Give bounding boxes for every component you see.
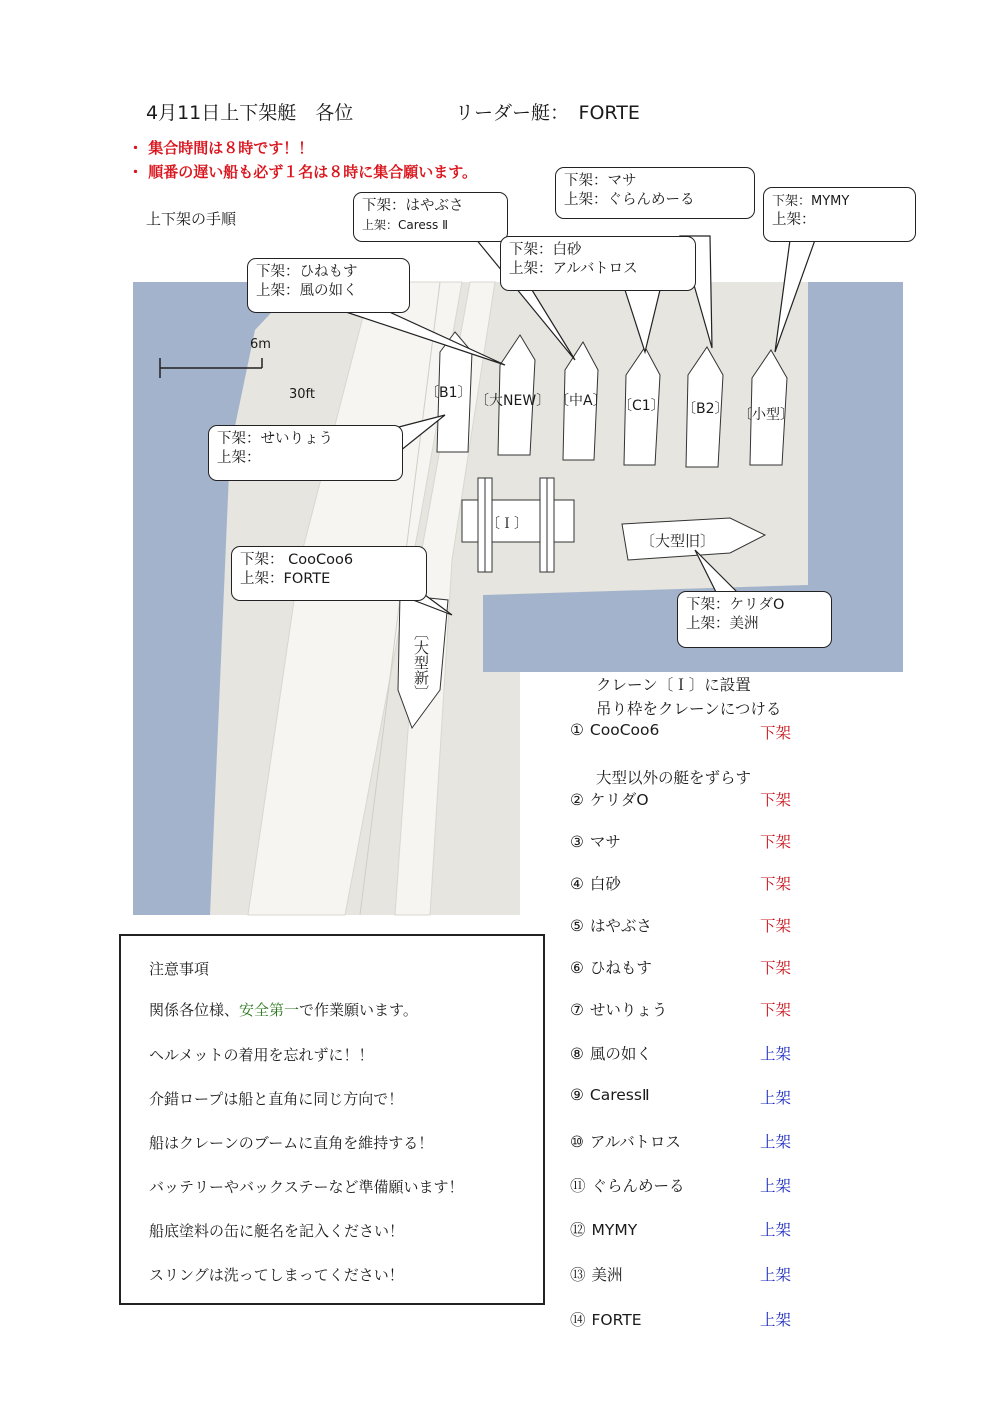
boat-label-new: 〔大NEW〕: [475, 393, 551, 409]
crane-label: 〔Ｉ〕: [486, 516, 528, 532]
step-boat-name: マサ: [589, 833, 621, 851]
step-action: 下架: [760, 959, 792, 977]
callout-b2-down: 下架：マサ: [564, 173, 637, 189]
step-action: 下架: [760, 1001, 792, 1019]
callout-big-old: [677, 591, 832, 648]
note-safety: [149, 999, 418, 1020]
note-safety-pre: 関係各位様、: [149, 1001, 240, 1019]
callout-b1-up: 上架：: [217, 450, 261, 466]
step-boat-name: 美洲: [591, 1266, 623, 1284]
notice-assembly-time: ・ 集合時間は８時です！！: [128, 139, 314, 157]
crane-step-row: [570, 872, 792, 894]
callout-bigold-up: 上架：美洲: [686, 616, 759, 632]
callout-new-up: 上架：風の如く: [256, 283, 358, 299]
boat-label-b1: 〔B1〕: [425, 385, 472, 401]
callout-b1-down: 下架：せいりょう: [217, 431, 333, 447]
step-action: 上架: [760, 1221, 792, 1239]
notes-title: 注意事項: [149, 960, 210, 978]
notes-box: [119, 934, 545, 1305]
step-action: 下架: [760, 833, 792, 851]
step-action: 上架: [760, 1045, 792, 1063]
step-boat-name: 風の如く: [589, 1045, 652, 1063]
callout-mid: [353, 192, 508, 242]
note-battery: バッテリーやバックステーなど準備願います！: [149, 1178, 464, 1196]
step-number: ②: [570, 791, 584, 809]
callout-small: [763, 187, 916, 242]
step-number: ⑦: [570, 1001, 584, 1019]
crane-step-row: [570, 1308, 792, 1330]
scale-label-ft: 30ft: [289, 387, 315, 402]
callout-mid-down: 下架：はやぶさ: [362, 198, 464, 214]
leader-label: リーダー艇：: [455, 102, 560, 124]
step-number: ④: [570, 875, 584, 893]
note-rope: 介錯ロープは船と直角に同じ方向で！: [149, 1090, 404, 1108]
crane-step-row: [570, 1086, 792, 1107]
boat-label-b2: 〔B2〕: [682, 401, 729, 417]
procedure-title: 上下架の手順: [146, 210, 237, 228]
step-boat-name: ひねもす: [589, 959, 652, 977]
note-safety-emphasis: 安全第一: [239, 1001, 300, 1019]
step-action: 下架: [760, 724, 792, 742]
callout-bignew-up: 上架：FORTE: [240, 571, 331, 587]
callout-mid-up: 上架：Caress Ⅱ: [362, 218, 449, 232]
callout-new-down: 下架：ひねもす: [256, 264, 358, 280]
page-title: 4月11日上下架艇 各位: [146, 102, 354, 124]
step-boat-name: せいりょう: [589, 1001, 668, 1019]
step-number: ⑬: [570, 1266, 586, 1284]
note-boom: 船はクレーンのブームに直角を維持する！: [149, 1134, 434, 1152]
callout-c1-up: 上架：アルバトロス: [509, 261, 638, 277]
step-action: 下架: [760, 917, 792, 935]
crane-step-row: [570, 1174, 792, 1196]
step-intro-1: クレーン〔Ｉ〕に設置: [596, 676, 751, 694]
callout-small-up: 上架：: [772, 212, 816, 228]
boat-label-mid: 〔中A〕: [555, 393, 607, 409]
crane-step-row: [570, 998, 792, 1020]
step-boat-name: ケリダO: [589, 791, 649, 809]
step-boat-name: 白砂: [589, 875, 621, 893]
step-number: ⑤: [570, 917, 584, 935]
boat-label-big-old: 〔大型旧〕: [640, 532, 716, 550]
callout-b1: [208, 425, 403, 481]
step-number: ⑧: [570, 1045, 584, 1063]
scale-label-m: 6m: [250, 337, 271, 352]
step-number: ①: [570, 721, 584, 739]
step-boat-name: ぐらんめーる: [591, 1177, 685, 1195]
crane-step-row: [570, 1042, 792, 1064]
crane-step-row: [570, 721, 792, 742]
step-action: 上架: [760, 1266, 792, 1284]
step-number: ③: [570, 833, 584, 851]
crane-step-row: [570, 1130, 792, 1152]
callout-small-down: 下架：MYMY: [772, 194, 850, 209]
step-action: 上架: [760, 1311, 792, 1329]
boat-label-small: 〔小型〕: [738, 407, 794, 423]
note-safety-post: で作業願います。: [299, 1001, 418, 1019]
callout-bigold-down: 下架：ケリダO: [686, 597, 785, 613]
callout-b2-up: 上架：ぐらんめーる: [564, 192, 695, 208]
step-boat-name: CooCoo6: [589, 721, 660, 739]
step-action: 上架: [760, 1089, 792, 1107]
boat-label-big-new: 〔大型新〕: [412, 625, 430, 700]
step-boat-name: CaressⅡ: [589, 1086, 650, 1104]
callout-bignew-down: 下架： CooCoo6: [240, 552, 354, 568]
callout-c1-down: 下架：白砂: [509, 242, 582, 258]
step-boat-name: FORTE: [591, 1311, 642, 1329]
note-helmet: ヘルメットの着用を忘れずに！！: [149, 1046, 374, 1064]
step-number: ⑩: [570, 1133, 584, 1151]
boat-label-c1: 〔C1〕: [618, 398, 665, 414]
step-boat-name: はやぶさ: [589, 917, 652, 935]
step-number: ⑨: [570, 1086, 584, 1104]
note-paint: 船底塗料の缶に艇名を記入ください！: [149, 1222, 405, 1240]
step-action: 下架: [760, 875, 792, 893]
step-number: ⑪: [570, 1177, 586, 1195]
crane-step-row: [570, 1263, 792, 1285]
step-action: 上架: [760, 1133, 792, 1151]
callout-new: [247, 258, 410, 313]
crane-step-row: [570, 956, 792, 978]
callout-b2: [555, 167, 755, 219]
crane-step-row: [570, 788, 792, 810]
crane-step-row: [570, 914, 792, 936]
callout-c1: [500, 236, 696, 291]
step-number: ⑭: [570, 1311, 586, 1329]
crane-step-row: [570, 1218, 792, 1240]
step-shift: 大型以外の艇をずらす: [596, 769, 752, 787]
note-sling: スリングは洗ってしまってください！: [149, 1266, 404, 1284]
notice-late-boats: ・ 順番の遅い船も必ず１名は８時に集合願います。: [128, 163, 478, 181]
step-action: 上架: [760, 1177, 792, 1195]
step-intro-2: 吊り枠をクレーンにつける: [596, 700, 782, 718]
leader-value: FORTE: [578, 102, 640, 124]
step-number: ⑥: [570, 959, 584, 977]
step-action: 下架: [760, 791, 792, 809]
step-boat-name: MYMY: [591, 1221, 638, 1239]
step-number: ⑫: [570, 1221, 586, 1239]
callout-big-new: [231, 546, 427, 601]
step-boat-name: アルバトロス: [589, 1133, 681, 1151]
crane-step-row: [570, 830, 792, 852]
